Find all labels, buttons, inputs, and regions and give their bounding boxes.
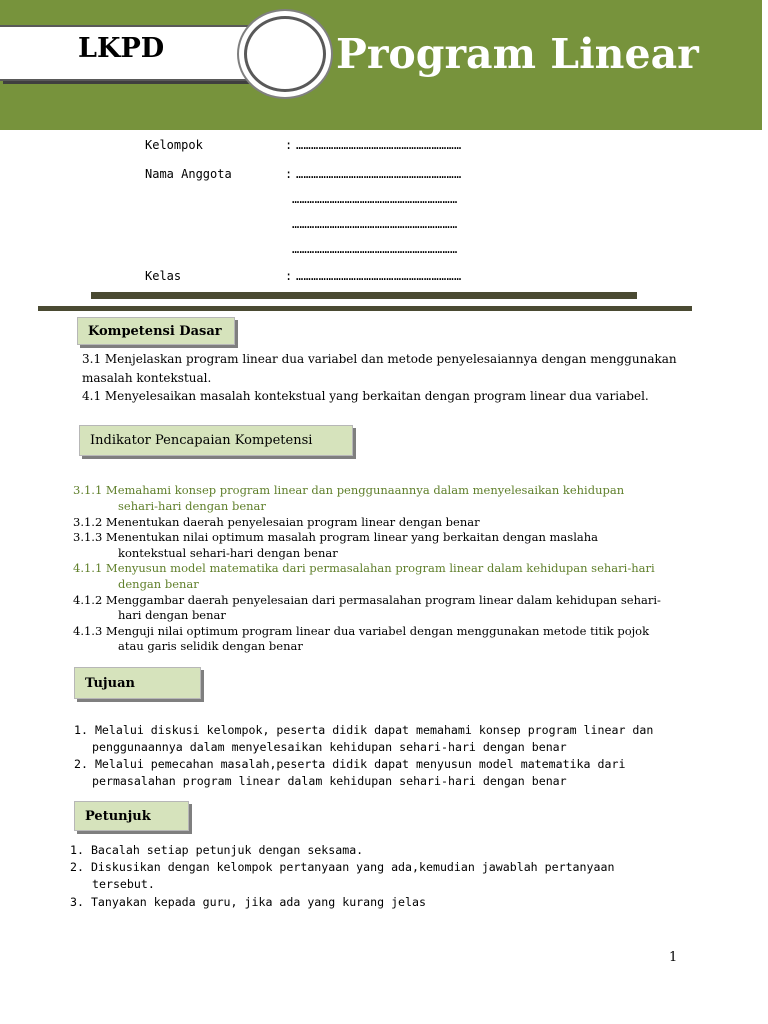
indikator-item-311b: sehari-hari dengan benar — [118, 499, 266, 513]
petunjuk-1: 1. Bacalah setiap petunjuk dengan seksama. — [70, 843, 364, 857]
indikator-heading — [79, 425, 353, 456]
kompetensi-dasar-heading — [77, 317, 235, 345]
nama-anggota-field-3[interactable]: ………………………………………………………… — [292, 217, 458, 231]
kd-line-2: 4.1 Menyelesaikan masalah kontekstual yang berkaitan dengan program linear dua variabel. — [82, 389, 649, 403]
indikator-item-411: 4.1.1 Menyusun model matematika dari permasalahan program linear dalam kehidupan sehari-hari — [73, 561, 655, 575]
indikator-item-311: 3.1.1 Memahami konsep program linear dan penggunaannya dalam menyelesaikan kehidupan — [73, 483, 625, 497]
page-title: Program Linear — [336, 30, 699, 78]
indikator-item-411b: dengan benar — [118, 577, 199, 591]
page-number: 1 — [669, 950, 678, 965]
tujuan-heading-text: Tujuan — [85, 675, 135, 691]
nama-anggota-colon: : — [285, 167, 293, 181]
kd-line-1: 3.1 Menjelaskan program linear dua variabel dan metode penyelesaiannya dengan menggunakan — [82, 352, 677, 366]
kelompok-field[interactable]: ………………………………………………………… — [296, 138, 462, 152]
petunjuk-heading-text: Petunjuk — [85, 808, 151, 824]
indikator-item-313b: kontekstual sehari-hari dengan benar — [118, 546, 338, 560]
indikator-item-312: 3.1.2 Menentukan daerah penyelesaian program linear dengan benar — [73, 515, 480, 529]
nama-anggota-field-1[interactable]: ………………………………………………………… — [296, 167, 462, 181]
kd-line-1b: masalah kontekstual. — [82, 371, 212, 385]
indikator-item-413: 4.1.3 Menguji nilai optimum program linear dua variabel dengan menggunakan metode titik pojok — [73, 624, 650, 638]
decorative-circle — [244, 16, 326, 92]
tujuan-heading — [74, 667, 201, 699]
nama-anggota-label: Nama Anggota — [145, 167, 232, 181]
kelas-label: Kelas — [145, 269, 182, 283]
divider-thin — [38, 306, 692, 311]
nama-anggota-field-4[interactable]: ………………………………………………………… — [292, 242, 458, 256]
lkpd-badge-text: LKPD — [78, 33, 165, 64]
indikator-item-313: 3.1.3 Menentukan nilai optimum masalah program linear yang berkaitan dengan maslaha — [73, 530, 598, 544]
petunjuk-2b: tersebut. — [92, 877, 155, 891]
indikator-item-412: 4.1.2 Menggambar daerah penyelesaian dari permasalahan program linear dalam kehidupan sehari- — [73, 593, 661, 607]
kelas-field[interactable]: ………………………………………………………… — [296, 269, 462, 283]
tujuan-1: 1. Melalui diskusi kelompok, peserta didik dapat memahami konsep program linear dan — [74, 723, 654, 737]
petunjuk-heading — [74, 801, 189, 831]
tujuan-2: 2. Melalui pemecahan masalah,peserta didik dapat menyusun model matematika dari — [74, 757, 626, 771]
indikator-item-412b: hari dengan benar — [118, 608, 226, 622]
kelompok-label: Kelompok — [145, 138, 203, 152]
tujuan-2b: permasalahan program linear dalam kehidupan sehari-hari dengan benar — [92, 774, 567, 788]
petunjuk-3: 3. Tanyakan kepada guru, jika ada yang kurang jelas — [70, 895, 426, 909]
indikator-item-413b: atau garis selidik dengan benar — [118, 639, 303, 653]
indikator-heading-text: Indikator Pencapaian Kompetensi — [90, 433, 313, 448]
tujuan-1b: penggunaannya dalam menyelesaikan kehidupan sehari-hari dengan benar — [92, 740, 567, 754]
petunjuk-2: 2. Diskusikan dengan kelompok pertanyaan yang ada,kemudian jawablah pertanyaan — [70, 860, 615, 874]
kompetensi-dasar-heading-text: Kompetensi Dasar — [88, 323, 222, 339]
kelas-colon: : — [285, 269, 293, 283]
divider-thick — [91, 292, 637, 299]
kelompok-colon: : — [285, 138, 293, 152]
nama-anggota-field-2[interactable]: ………………………………………………………… — [292, 192, 458, 206]
